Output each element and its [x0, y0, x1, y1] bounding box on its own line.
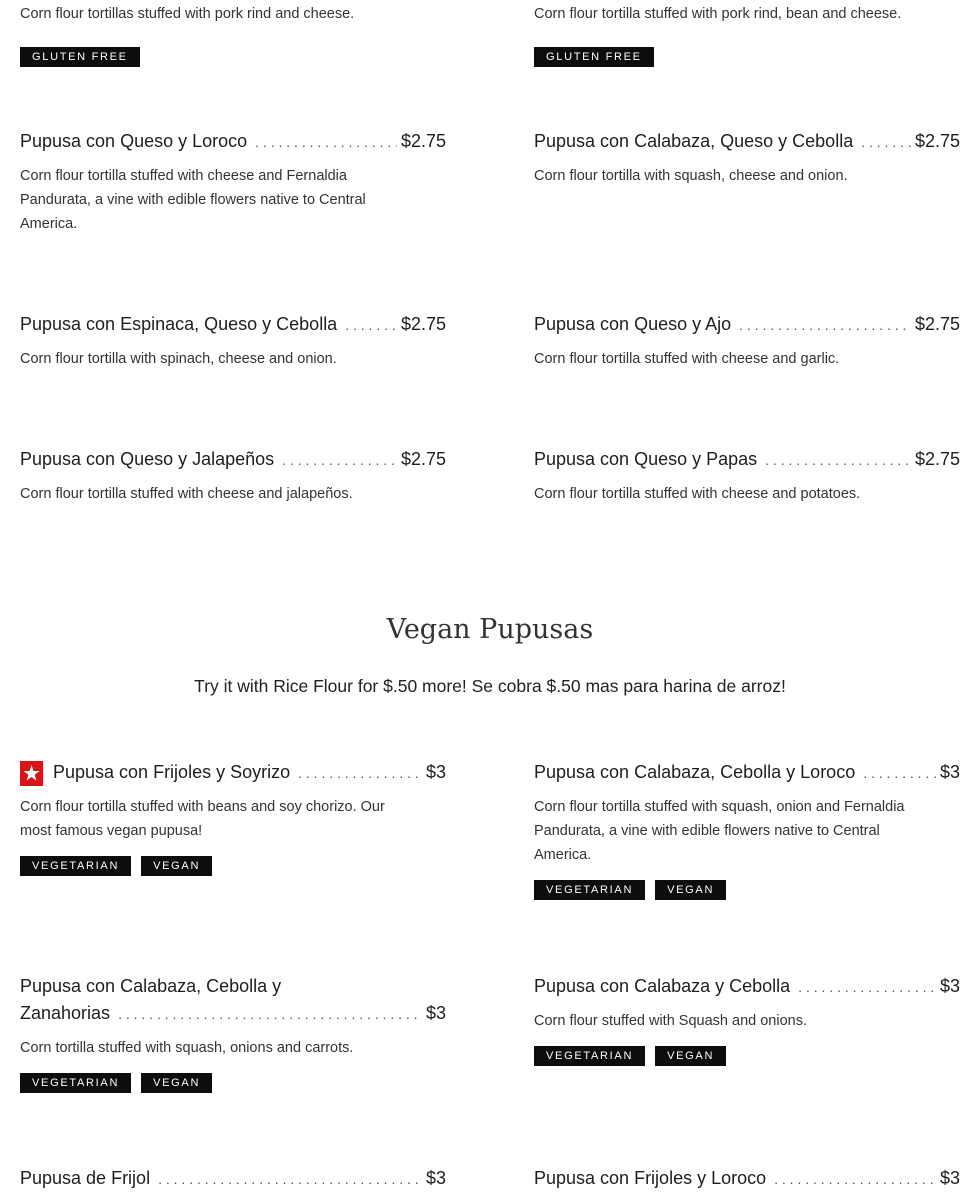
- tag-vegan: VEGAN: [655, 1046, 726, 1066]
- menu-item: [534, 973, 960, 1066]
- leader-dots: [765, 447, 911, 474]
- menu-item: [534, 311, 960, 371]
- item-title-line: [534, 446, 960, 474]
- leader-dots: [255, 129, 397, 156]
- leader-dots: [118, 1001, 422, 1028]
- menu-item: [534, 1165, 960, 1193]
- item-name: Pupusa con Queso y Jalapeños: [20, 449, 275, 469]
- tag-vegan: VEGAN: [655, 880, 726, 900]
- leader-dots: [798, 974, 936, 1001]
- item-description: Corn flour tortillas stuffed with pork rind and cheese.: [20, 6, 355, 22]
- item-description: Corn flour tortilla stuffed with cheese and potatoes.: [534, 486, 861, 502]
- item-price: $2.75: [914, 131, 960, 151]
- item-name: Pupusa con Frijoles y Soyrizo: [53, 762, 291, 782]
- item-tags: [20, 47, 446, 67]
- item-name: Pupusa con Espinaca, Queso y Cebolla: [20, 314, 338, 334]
- item-name: Pupusa con Calabaza, Cebolla y Loroco: [534, 762, 856, 782]
- item-description: Corn flour tortilla stuffed with squash, onion and Fernaldia Pandurata, a vine with edible flowers native to Central America.: [534, 799, 905, 863]
- menu-item: [534, 759, 960, 900]
- item-name: Pupusa con Queso y Loroco: [20, 131, 248, 151]
- menu-item: [20, 1165, 446, 1193]
- tag-vegetarian: VEGETARIAN: [534, 1046, 645, 1066]
- item-title-line: [534, 311, 960, 339]
- item-price: $2.75: [914, 314, 960, 334]
- item-name-line1: Pupusa con Calabaza, Cebolla y: [20, 976, 282, 996]
- tag-gluten-free: GLUTEN FREE: [20, 47, 140, 67]
- item-title-line: [20, 311, 446, 339]
- item-name: Pupusa con Frijoles y Loroco: [534, 1168, 767, 1188]
- tag-vegan: VEGAN: [141, 856, 212, 876]
- menu-item: [20, 446, 446, 506]
- menu-item: [20, 311, 446, 371]
- item-price: $3: [425, 1168, 446, 1188]
- item-description: Corn flour tortilla stuffed with pork rind, bean and cheese.: [534, 6, 902, 22]
- item-title-line: [534, 759, 960, 787]
- item-price: $3: [425, 1003, 446, 1023]
- item-description: Corn flour tortilla stuffed with cheese and Fernaldia Pandurata, a vine with edible flowers native to Central America.: [20, 168, 366, 232]
- item-description: Corn flour tortilla stuffed with cheese and jalapeños.: [20, 486, 353, 502]
- menu-item: [20, 2, 446, 67]
- item-price: $2.75: [400, 131, 446, 151]
- leader-dots: [863, 760, 936, 787]
- item-price: $2.75: [400, 314, 446, 334]
- item-tags: [534, 880, 960, 900]
- item-title-line: [20, 1165, 446, 1193]
- tag-vegetarian: VEGETARIAN: [534, 880, 645, 900]
- item-description: Corn flour stuffed with Squash and onions.: [534, 1013, 807, 1029]
- menu-item: [20, 973, 446, 1093]
- section-title: Vegan Pupusas: [386, 614, 594, 645]
- item-title-line: [534, 128, 960, 156]
- item-description: Corn tortilla stuffed with squash, onions and carrots.: [20, 1040, 354, 1056]
- leader-dots: [158, 1166, 422, 1193]
- tag-vegetarian: VEGETARIAN: [20, 1073, 131, 1093]
- item-tags: [534, 1046, 960, 1066]
- menu-item: [534, 128, 960, 188]
- item-title-line: [20, 128, 446, 156]
- item-price: $2.75: [400, 449, 446, 469]
- leader-dots: [282, 447, 397, 474]
- item-name: Pupusa con Calabaza, Queso y Cebolla: [534, 131, 854, 151]
- menu-item: [534, 2, 960, 67]
- item-tags: [20, 1073, 446, 1093]
- item-name: Pupusa con Calabaza y Cebolla: [534, 976, 791, 996]
- leader-dots: [739, 312, 911, 339]
- menu-item: [20, 128, 446, 236]
- item-name: Pupusa con Queso y Ajo: [534, 314, 732, 334]
- menu-item: [20, 759, 446, 876]
- item-title-line: [534, 973, 960, 1001]
- item-tags: [20, 856, 446, 876]
- tag-gluten-free: GLUTEN FREE: [534, 47, 654, 67]
- menu-item: [534, 446, 960, 506]
- leader-dots: [345, 312, 397, 339]
- item-price: $2.75: [914, 449, 960, 469]
- item-price: $3: [939, 762, 960, 782]
- item-price: $3: [425, 762, 446, 782]
- item-description: Corn flour tortilla with spinach, cheese and onion.: [20, 351, 337, 367]
- item-title-line: [20, 446, 446, 474]
- item-name: Pupusa con Queso y Papas: [534, 449, 758, 469]
- item-title-line: [20, 759, 446, 787]
- leader-dots: [774, 1166, 936, 1193]
- item-price: $3: [939, 976, 960, 996]
- item-name-line2: Zanahorias: [20, 1003, 111, 1023]
- tag-vegetarian: VEGETARIAN: [20, 856, 131, 876]
- item-price: $3: [939, 1168, 960, 1188]
- item-name: Pupusa de Frijol: [20, 1168, 151, 1188]
- item-description: Corn flour tortilla stuffed with beans and soy chorizo. Our most famous vegan pupusa!: [20, 799, 385, 839]
- tag-vegan: VEGAN: [141, 1073, 212, 1093]
- leader-dots: [861, 129, 911, 156]
- item-title-line: [534, 1165, 960, 1193]
- item-title-line: [20, 1000, 446, 1028]
- section-subtitle: Try it with Rice Flour for $.50 more! Se cobra $.50 mas para harina de arroz!: [194, 676, 786, 696]
- item-tags: [534, 47, 960, 67]
- featured-star-icon: [20, 761, 43, 786]
- item-description: Corn flour tortilla stuffed with cheese and garlic.: [534, 351, 840, 367]
- leader-dots: [298, 760, 422, 787]
- item-title-line: [20, 973, 446, 1000]
- item-description: Corn flour tortilla with squash, cheese and onion.: [534, 168, 848, 184]
